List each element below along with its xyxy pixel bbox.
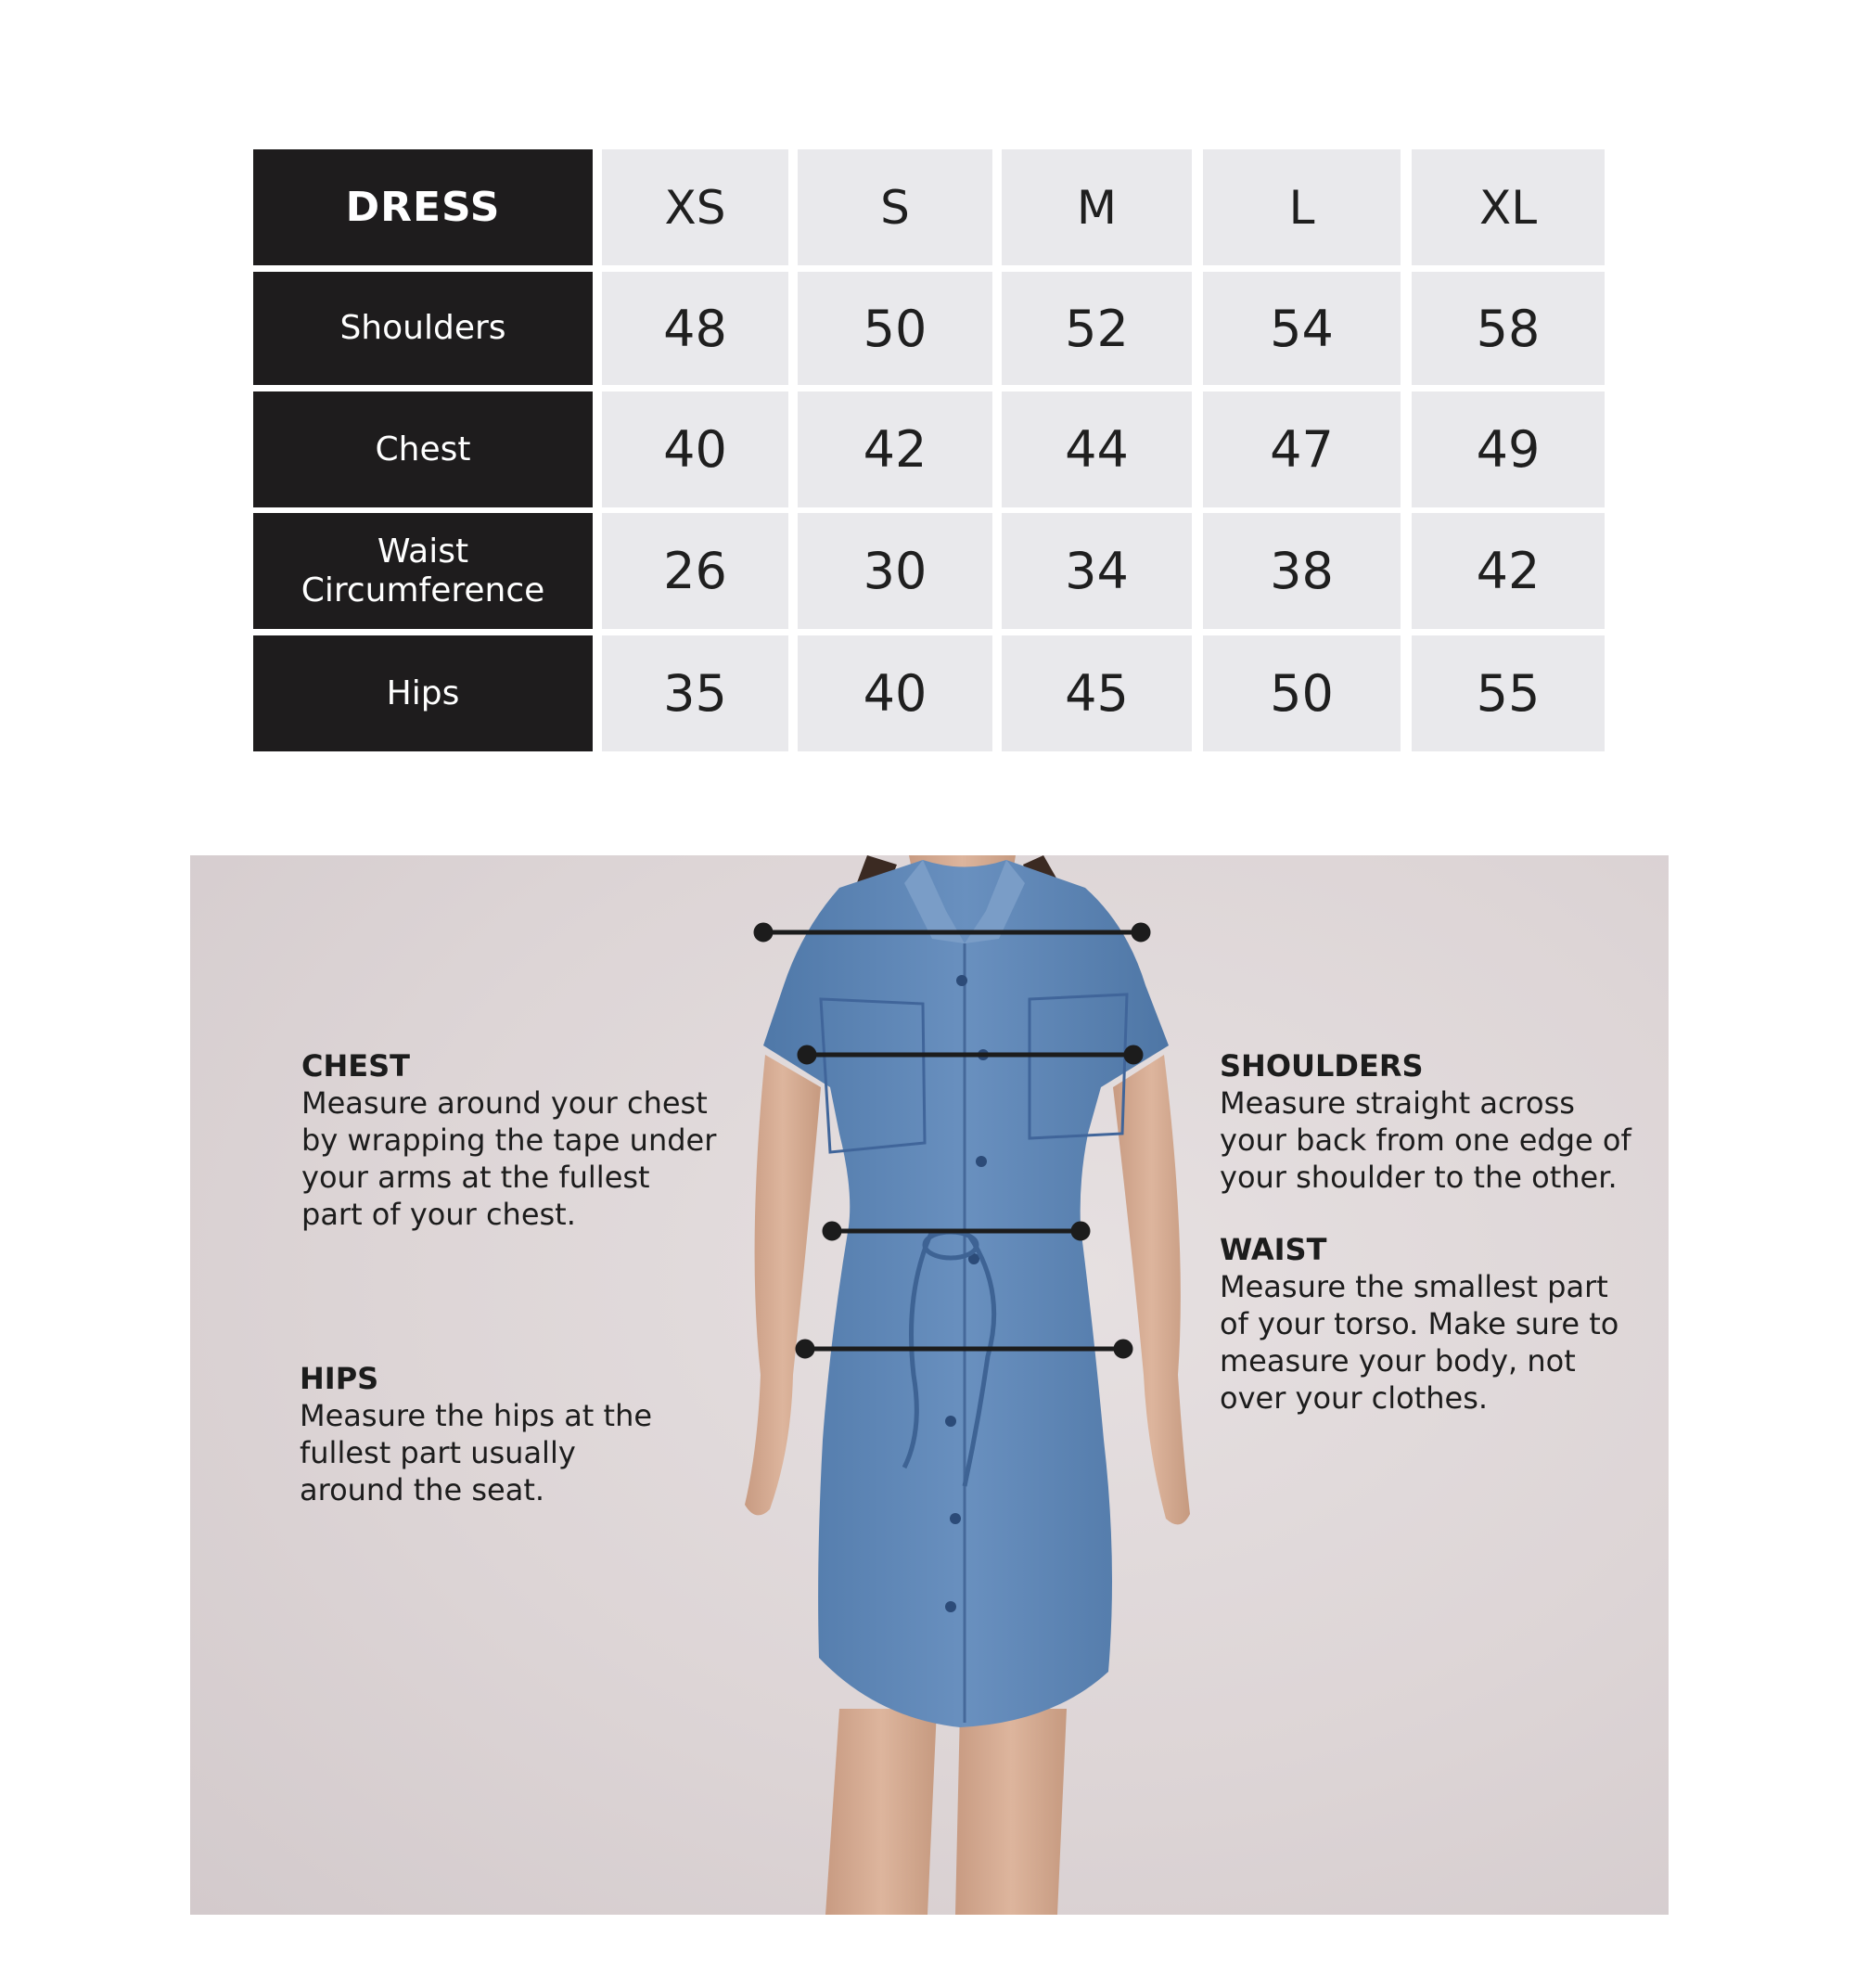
size-header-l: L: [1203, 149, 1401, 265]
size-header-s: S: [798, 149, 992, 265]
table-cell: 42: [1412, 513, 1605, 629]
waist-description: Measure the smallest part of your torso. Make sure to measure your body, not over your clothes.: [1220, 1269, 1619, 1416]
row-label-shoulders: Shoulders: [253, 272, 593, 385]
table-cell: 42: [798, 391, 992, 507]
table-cell: 34: [1002, 513, 1192, 629]
table-cell: 45: [1002, 635, 1192, 751]
table-cell: 48: [602, 272, 788, 385]
table-cell: 35: [602, 635, 788, 751]
table-cell: 38: [1203, 513, 1401, 629]
shoulders-description: Measure straight across your back from one edge of your shoulder to the other.: [1220, 1085, 1631, 1195]
table-cell: 49: [1412, 391, 1605, 507]
hips-heading: HIPS: [300, 1361, 379, 1396]
right-arm: [1113, 1055, 1190, 1524]
measurement-guide-figure: [190, 855, 1669, 1915]
size-header-m: M: [1002, 149, 1192, 265]
waist-heading: WAIST: [1220, 1232, 1327, 1267]
shoulders-guide: [1220, 1047, 1637, 1196]
table-cell: 47: [1203, 391, 1401, 507]
size-header-xl: XL: [1412, 149, 1605, 265]
hips-description: Measure the hips at the fullest part usually around the seat.: [300, 1398, 653, 1507]
shoulders-heading: SHOULDERS: [1220, 1048, 1424, 1084]
table-cell: 26: [602, 513, 788, 629]
size-header-xs: XS: [602, 149, 788, 265]
left-arm: [745, 1055, 821, 1515]
chest-heading: CHEST: [301, 1048, 410, 1084]
table-cell: 44: [1002, 391, 1192, 507]
table-cell: 50: [1203, 635, 1401, 751]
chest-guide: [301, 1047, 719, 1233]
waist-guide: [1220, 1231, 1628, 1417]
chest-description: Measure around your chest by wrapping the tape under your arms at the fullest part of your chest.: [301, 1085, 717, 1232]
row-label-hips: Hips: [253, 635, 593, 751]
table-cell: 50: [798, 272, 992, 385]
row-label-chest: Chest: [253, 391, 593, 507]
table-cell: 52: [1002, 272, 1192, 385]
left-leg: [825, 1709, 937, 1915]
table-cell: 30: [798, 513, 992, 629]
table-title: DRESS: [253, 149, 593, 265]
table-cell: 58: [1412, 272, 1605, 385]
hips-guide: [300, 1360, 689, 1508]
table-cell: 54: [1203, 272, 1401, 385]
table-cell: 55: [1412, 635, 1605, 751]
row-label-waist: Waist Circumference: [253, 513, 593, 629]
table-cell: 40: [798, 635, 992, 751]
right-leg: [955, 1709, 1067, 1915]
table-cell: 40: [602, 391, 788, 507]
